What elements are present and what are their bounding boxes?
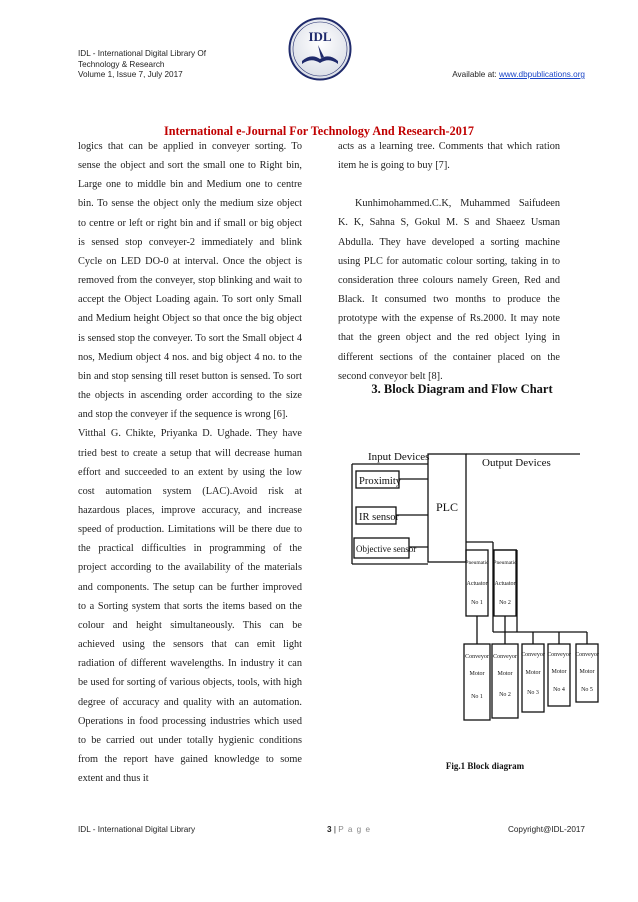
plc-label: PLC (435, 500, 459, 514)
actuator-2-line2: Actuator (494, 581, 516, 587)
actuator-1-line3: No 1 (471, 600, 483, 606)
motor-1-line1: Conveyor (465, 654, 489, 660)
header-journal-info (78, 49, 206, 81)
footer-page-number (327, 825, 371, 834)
section-heading: 3. Block Diagram and Flow Chart (371, 382, 553, 396)
block-diagram (350, 446, 599, 776)
header-line-3: Volume 1, Issue 7, July 2017 (78, 70, 183, 79)
journal-title: International e-Journal For Technology And Research-2017 (163, 124, 474, 138)
header-line-1: IDL - International Digital Library Of (78, 49, 207, 58)
actuator-2-line1: Pneumatic (493, 560, 517, 566)
input-proximity: Proximity (359, 476, 402, 487)
footer-copyright: Copyright@IDL-2017 (507, 825, 585, 834)
motor-2-line3: No 2 (499, 692, 511, 698)
motor-1-line2: Motor (469, 671, 485, 677)
available-at-label: Available at: (452, 70, 499, 79)
motor-3-line2: Motor (525, 670, 541, 676)
page-separator: | (331, 825, 339, 834)
motor-2-line1: Conveyor (493, 654, 517, 660)
left-column (78, 137, 302, 788)
motor-5-line3: No 5 (581, 687, 593, 693)
page-number: 3 (327, 825, 332, 834)
publication-link[interactable]: www.dbpublications.org (498, 70, 585, 79)
motor-1-line3: No 1 (471, 694, 483, 700)
motor-4-line1: Conveyor (547, 652, 571, 658)
actuator-2-line3: No 2 (499, 600, 511, 606)
input-devices-title: Input Devices (368, 451, 430, 463)
right-paragraph-1: acts as a learning tree. Comments that which ration item he is going to buy [7]. (338, 141, 560, 172)
motor-4-line3: No 4 (553, 687, 565, 693)
page-word: P a g e (338, 825, 372, 834)
motor-3-line1: Conveyor (521, 652, 545, 658)
motor-5-line2: Motor (579, 669, 595, 675)
footer-library: IDL - International Digital Library (78, 825, 196, 834)
actuator-1-line2: Actuator (466, 581, 488, 587)
left-paragraph-2: Vitthal G. Chikte, Priyanka D. Ughade. They have tried best to create a setup that will decrease human effort and succeeded to an extent by using the low cost automation system (LAC).Avoid risk at hazardous places, improve accuracy, and increase speed of production. Limitations will be there due to the practical difficulties in programming of the project according to the availability of the materials and components. The setup can be further improved to a Sorting system that sorts the items based on the colour and height simultaneously. This can be achieved using the sensors that can emit light radiation of different wavelengths. In industry it can be used for sorting of various objects, tools, with high degree of accuracy and quality with an automation. Operations in food processing industries which used to be carried out under totally hygienic conditions from the report have gained knowledge to some extent and thus it (78, 428, 302, 785)
logo-text: IDL (308, 29, 332, 44)
right-column (338, 137, 560, 386)
header-line-2: Technology & Research (78, 59, 165, 69)
motor-5-line1: Conveyor (575, 652, 599, 658)
right-paragraph-2: Kunhimohammed.C.K, Muhammed Saifudeen K. K, Sahna S, Gokul M. S and Shaeez Usman Abdulla. They have developed a sorting machine using PLC for automatic colour sorting, taking in to consideration three colours namely Green, Red and Black. It consumed two months to produce the prototype with the expense of Rs.2000. It may note that the green object and the red object lying in different sections of the container placed on the second conveyor belt [8]. (338, 198, 560, 382)
header-availability (452, 70, 585, 81)
motor-2-line2: Motor (497, 671, 513, 677)
input-ir-sensor: IR sensor (359, 512, 399, 523)
idl-logo (288, 17, 352, 81)
input-objective-sensor: Objective sensor (356, 544, 417, 554)
motor-3-line3: No 3 (527, 690, 539, 696)
left-paragraph-1: logics that can be applied in conveyer sorting. To sense the object and sort the small one to Right bin, Large one to middle bin and Medium one to centre bin. To sense the object only the medium size object to centre or left or right bin and if small or big object is sensed stop conveyer-2 immediately and blink Cycle on LED DO-0 at interval. Once the object is removed from the conveyer, stop blinking and wait to accept the Object Loading again. To sort only Small and Medium height Object so that once the big object is sensed stop the conveyer. To sort the Small object 4 nos, Medium object 4 nos. and big object 4 no. to the bin and stop sensing till reset button is sensed. To sort the objects in ascending order according to the size and stop the conveyer if the sequence is wrong [6]. (78, 141, 302, 421)
output-devices-title: Output Devices (482, 457, 551, 469)
actuator-1-line1: Pneumatic (465, 560, 489, 566)
motor-4-line2: Motor (551, 669, 567, 675)
figure-caption: Fig.1 Block diagram (445, 761, 525, 771)
